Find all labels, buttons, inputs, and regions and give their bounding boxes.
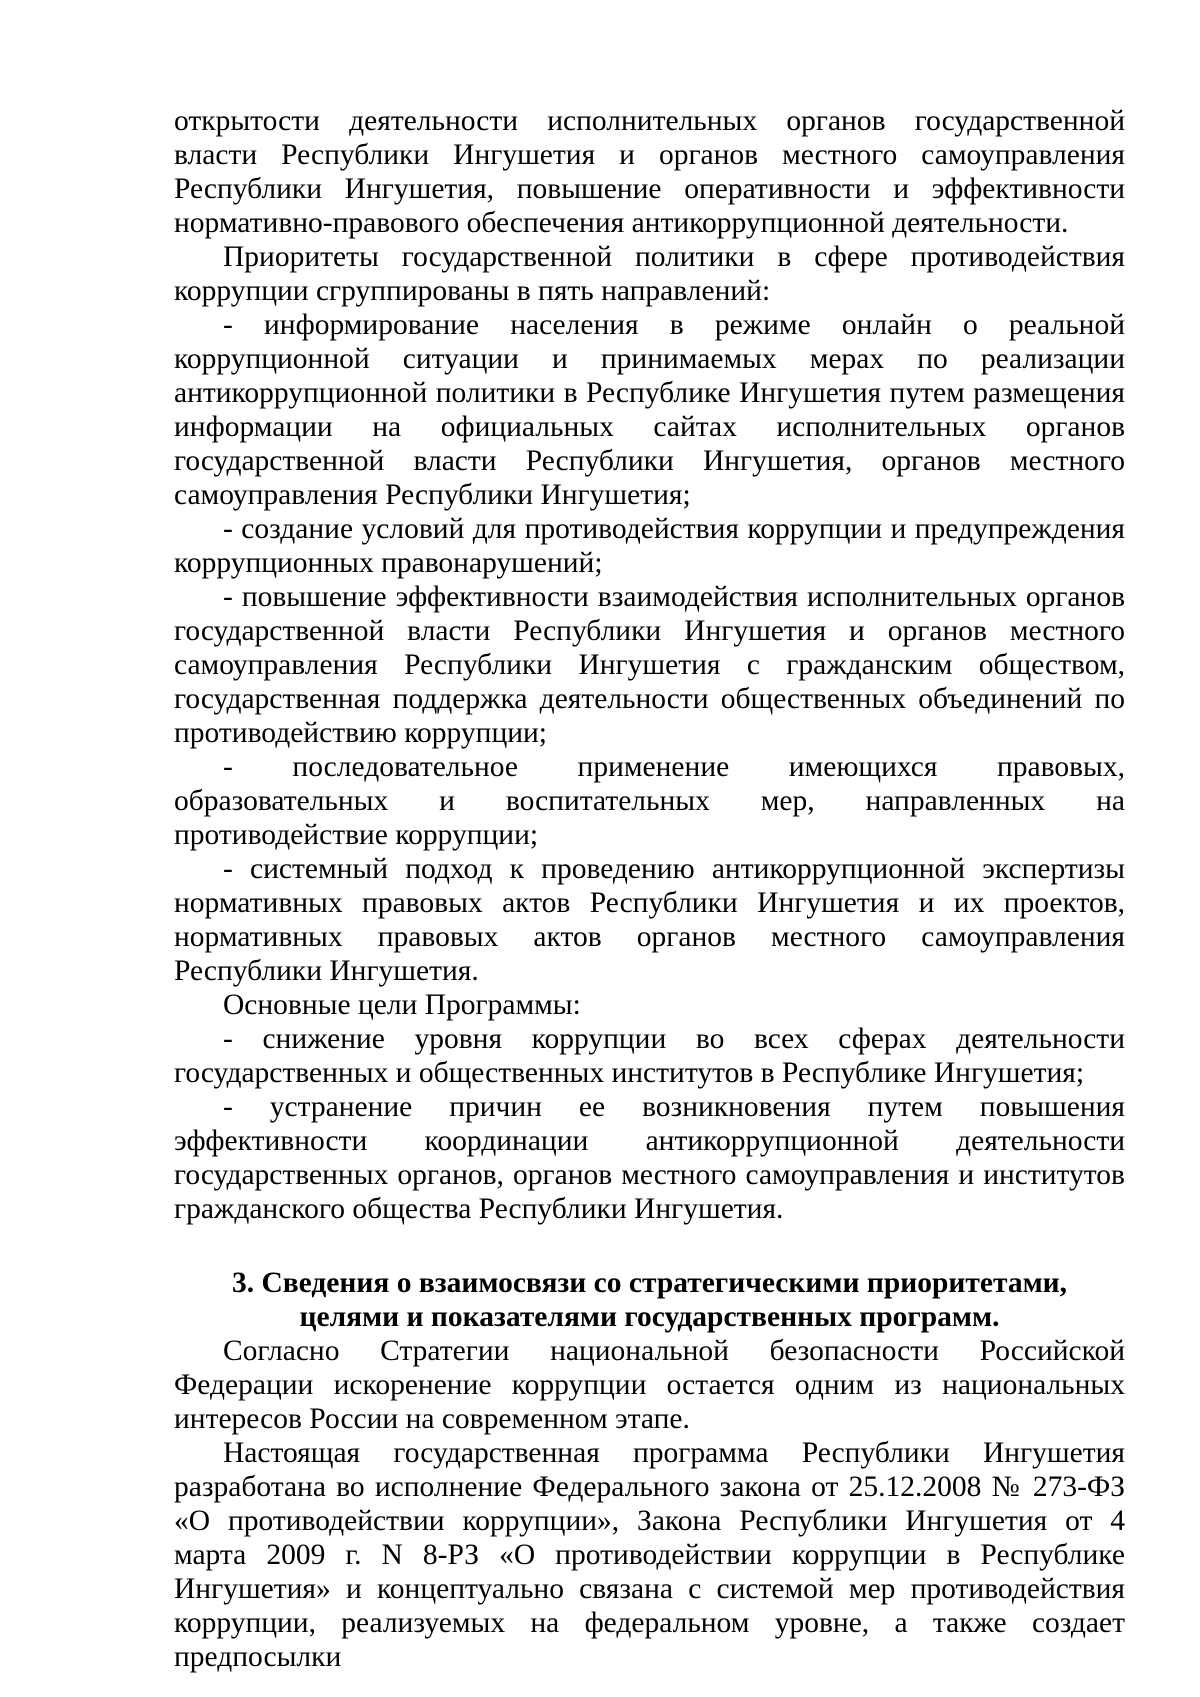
list-item-priority-4: - последовательное применение имеющихся правовых, образовательных и воспитательных мер, направленных на противодействие коррупции; (174, 751, 1125, 851)
list-item-priority-2: - создание условий для противодействия коррупции и предупреждения коррупционных правонарушений; (174, 513, 1125, 579)
document-page (174, 104, 1125, 1674)
list-item-goal-2: - устранение причин ее возникновения путем повышения эффективности координации антикоррупционной деятельности государственных органов, органов местного самоуправления и институтов гражданского общества Республики Ингушетия. (174, 1091, 1125, 1225)
section-heading (174, 1266, 1125, 1334)
section-heading-line-1: 3. Сведения о взаимосвязи со стратегическими приоритетами, (231, 1267, 1068, 1299)
list-item-priority-5: - системный подход к проведению антикоррупционной экспертизы нормативных правовых актов Республики Ингушетия и их проектов, нормативных правовых актов органов местного самоуправления Республики Ингушетия. (174, 853, 1125, 987)
section-heading-line-2: целями и показателями государственных программ. (299, 1301, 1000, 1333)
paragraph-priorities-intro: Приоритеты государственной политики в сфере противодействия коррупции сгруппированы в пять направлений: (174, 241, 1125, 307)
paragraph-continuation: открытости деятельности исполнительных органов государственной власти Республики Ингушетия и органов местного самоуправления Республики Ингушетия, повышение оперативности и эффективности нормативно-правового обеспечения антикоррупционной деятельности. (174, 105, 1125, 239)
paragraph-strategy: Согласно Стратегии национальной безопасности Российской Федерации искоренение коррупции остается одним из национальных интересов России на современном этапе. (174, 1335, 1125, 1435)
paragraph-program-basis: Настоящая государственная программа Республики Ингушетия разработана во исполнение Федерального закона от 25.12.2008 № 273-ФЗ «О противодействии коррупции», Закона Республики Ингушетия от 4 марта 2009 г. N 8-РЗ «О противодействии коррупции в Республике Ингушетия» и концептуально связана с системой мер противодействия коррупции, реализуемых на федеральном уровне, а также создает предпосылки (174, 1437, 1125, 1673)
list-item-goal-1: - снижение уровня коррупции во всех сферах деятельности государственных и общественных институтов в Республике Ингушетия; (174, 1023, 1125, 1089)
list-item-priority-1: - информирование населения в режиме онлайн о реальной коррупционной ситуации и принимаемых мерах по реализации антикоррупционной политики в Республике Ингушетия путем размещения информации на официальных сайтах исполнительных органов государственной власти Республики Ингушетия, органов местного самоуправления Республики Ингушетия; (174, 309, 1125, 511)
list-item-priority-3: - повышение эффективности взаимодействия исполнительных органов государственной власти Республики Ингушетия и органов местного самоуправления Республики Ингушетия с гражданским обществом, государственная поддержка деятельности общественных объединений по противодействию коррупции; (174, 581, 1125, 749)
paragraph-goals-intro: Основные цели Программы: (223, 989, 581, 1021)
